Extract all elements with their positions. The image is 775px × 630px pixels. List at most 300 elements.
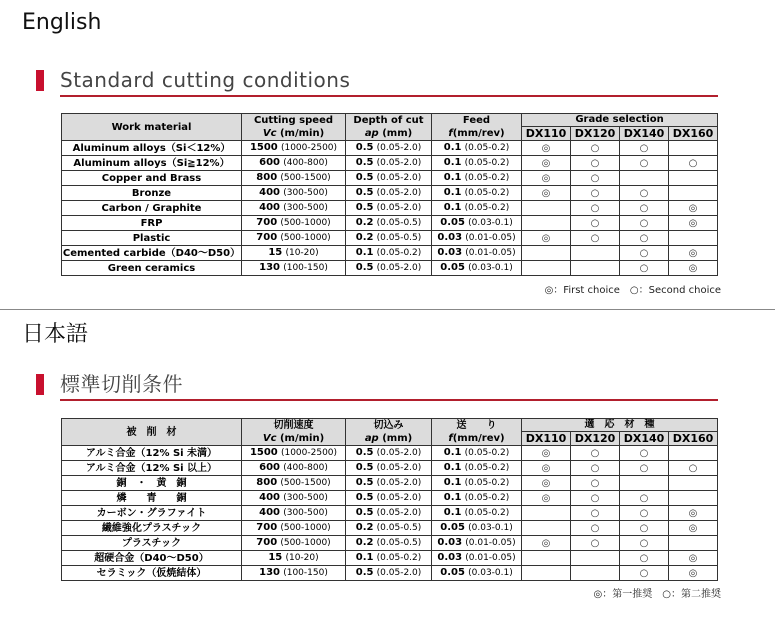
range: (10-20): [285, 248, 319, 258]
cutting-speed-cell: [242, 246, 346, 261]
value: 0.1: [443, 447, 462, 458]
grade-dx140-cell: ○: [620, 156, 669, 171]
table-row: [62, 201, 718, 216]
feed-cell: [432, 446, 522, 461]
value: 0.5: [355, 142, 374, 153]
depth-of-cut-cell: [346, 446, 432, 461]
value: 0.05: [440, 217, 465, 228]
grade-dx140-cell: ○: [620, 446, 669, 461]
depth-of-cut-cell: [346, 491, 432, 506]
header-grade-dx160: DX160: [669, 127, 718, 141]
work-material-cell: カーボン・グラファイト: [62, 506, 242, 521]
feed-cell: [432, 551, 522, 566]
section-title-japanese: [36, 372, 718, 396]
depth-of-cut-cell: [346, 216, 432, 231]
value: 0.1: [443, 187, 462, 198]
grade-dx110-cell: ◎: [522, 536, 571, 551]
grade-dx140-cell: ○: [620, 231, 669, 246]
grade-dx140-cell: ○: [620, 186, 669, 201]
value: 700: [256, 537, 278, 548]
grade-dx140-cell: ○: [620, 216, 669, 231]
grade-dx110-cell: [522, 521, 571, 536]
feed-cell: [432, 461, 522, 476]
depth-of-cut-cell: [346, 171, 432, 186]
grade-dx110-cell: ◎: [522, 141, 571, 156]
range: (0.05-2.0): [376, 143, 422, 153]
table-row: [62, 216, 718, 231]
range: (0.05-0.2): [464, 143, 510, 153]
grade-dx120-cell: ○: [571, 491, 620, 506]
value: 0.5: [355, 262, 374, 273]
grade-dx120-cell: ○: [571, 201, 620, 216]
grade-dx160-cell: [669, 536, 718, 551]
grade-dx140-cell: ○: [620, 536, 669, 551]
feed-cell: [432, 156, 522, 171]
grade-dx140-cell: ○: [620, 461, 669, 476]
grade-dx120-cell: ○: [571, 186, 620, 201]
work-material-cell: Cemented carbide（D40～D50）: [62, 247, 241, 259]
table-row: [62, 461, 718, 476]
range: (0.03-0.1): [468, 263, 513, 273]
grade-dx110-cell: ◎: [522, 491, 571, 506]
value: 0.1: [443, 202, 462, 213]
grade-dx110-cell: [522, 261, 571, 276]
grade-dx110-cell: [522, 201, 571, 216]
value: 0.2: [355, 232, 374, 243]
header-grade-dx140: DX140: [620, 127, 669, 141]
value: 0.03: [437, 232, 463, 243]
range: (0.01-0.05): [465, 248, 516, 258]
header-grade-dx120: DX120: [571, 127, 620, 141]
cutting-speed-cell: [242, 491, 346, 506]
cutting-speed-cell: [242, 171, 346, 186]
legend-jp: ◎：第一推奨 ○：第二推奨: [593, 589, 721, 600]
depth-of-cut-cell: [346, 536, 432, 551]
grade-dx110-cell: [522, 506, 571, 521]
value: 600: [259, 462, 281, 473]
value: 0.5: [355, 462, 374, 473]
range: (300-500): [283, 203, 328, 213]
grade-dx140-cell: ○: [620, 491, 669, 506]
cutting-conditions-table-jp: [61, 418, 718, 581]
feed-cell: [432, 231, 522, 246]
work-material-cell: FRP: [62, 216, 242, 231]
work-material-cell: Green ceramics: [62, 261, 242, 276]
cutting-speed-cell: [242, 216, 346, 231]
range: (0.05-0.2): [464, 463, 510, 473]
work-material-cell: 超硬合金（D40～D50）: [62, 551, 242, 566]
header-work-material: Work material: [62, 114, 242, 141]
header-grade-dx120: DX120: [571, 432, 620, 446]
grade-dx110-cell: [522, 551, 571, 566]
value: 800: [256, 172, 278, 183]
header-cutting-speed: Cutting speed Vc (m/min): [242, 114, 346, 141]
value: 400: [259, 202, 281, 213]
depth-of-cut-cell: [346, 201, 432, 216]
header-feed: 送 り f(mm/rev): [432, 419, 522, 446]
grade-dx140-cell: [620, 171, 669, 186]
table-row: [62, 506, 718, 521]
grade-dx120-cell: ○: [571, 216, 620, 231]
grade-dx120-cell: [571, 261, 620, 276]
grade-dx110-cell: ◎: [522, 156, 571, 171]
page-title: 標準切削条件: [60, 372, 183, 396]
depth-of-cut-cell: [346, 476, 432, 491]
grade-dx120-cell: ○: [571, 231, 620, 246]
grade-dx140-cell: ○: [620, 521, 669, 536]
grade-dx120-cell: ○: [571, 461, 620, 476]
grade-dx110-cell: ◎: [522, 476, 571, 491]
range: (500-1000): [280, 523, 331, 533]
range: (0.03-0.1): [468, 523, 513, 533]
range: (300-500): [283, 508, 328, 518]
depth-of-cut-cell: [346, 506, 432, 521]
grade-dx160-cell: [669, 476, 718, 491]
range: (0.01-0.05): [465, 233, 516, 243]
work-material-cell: 繊維強化プラスチック: [62, 521, 242, 536]
range: (300-500): [283, 493, 328, 503]
range: (0.05-0.2): [464, 173, 510, 183]
section-divider: [0, 309, 775, 310]
range: (0.05-0.5): [376, 233, 422, 243]
range: (500-1000): [280, 233, 331, 243]
grade-dx160-cell: ◎: [669, 566, 718, 581]
value: 1500: [249, 447, 278, 458]
value: 0.03: [437, 247, 463, 258]
table-row: [62, 231, 718, 246]
grade-dx110-cell: ◎: [522, 446, 571, 461]
cutting-speed-cell: [242, 476, 346, 491]
grade-dx110-cell: ◎: [522, 186, 571, 201]
value: 0.1: [443, 157, 462, 168]
title-rule: [60, 399, 718, 401]
range: (500-1000): [280, 218, 331, 228]
range: (1000-2500): [280, 448, 338, 458]
grade-dx140-cell: ○: [620, 261, 669, 276]
title-rule: [60, 95, 718, 97]
grade-dx110-cell: [522, 216, 571, 231]
header-work-material: 被 削 材: [62, 419, 242, 446]
feed-cell: [432, 186, 522, 201]
grade-dx140-cell: ○: [620, 551, 669, 566]
range: (0.03-0.1): [468, 218, 513, 228]
depth-of-cut-cell: [346, 141, 432, 156]
range: (1000-2500): [280, 143, 338, 153]
table-row: [62, 261, 718, 276]
value: 0.1: [443, 142, 462, 153]
value: 0.2: [355, 522, 374, 533]
table-row: [62, 536, 718, 551]
feed-cell: [432, 246, 522, 261]
header-grade-dx140: DX140: [620, 432, 669, 446]
cutting-speed-cell: [242, 446, 346, 461]
value: 15: [268, 247, 283, 258]
grade-dx160-cell: [669, 231, 718, 246]
range: (400-800): [283, 158, 328, 168]
range: (0.01-0.05): [465, 538, 516, 548]
table-row: [62, 566, 718, 581]
value: 400: [259, 507, 281, 518]
value: 130: [259, 567, 281, 578]
grade-dx160-cell: [669, 446, 718, 461]
depth-of-cut-cell: [346, 186, 432, 201]
grade-dx120-cell: ○: [571, 446, 620, 461]
range: (0.05-0.5): [376, 523, 422, 533]
range: (0.01-0.05): [465, 553, 516, 563]
table-row: [62, 476, 718, 491]
table-row: [62, 171, 718, 186]
header-grade-selection: Grade selection: [522, 114, 718, 127]
table-row: [62, 156, 718, 171]
value: 0.5: [355, 507, 374, 518]
range: (500-1000): [280, 538, 331, 548]
range: (0.05-2.0): [376, 448, 422, 458]
depth-of-cut-cell: [346, 461, 432, 476]
grade-dx110-cell: ◎: [522, 171, 571, 186]
range: (0.05-0.2): [464, 493, 510, 503]
feed-cell: [432, 536, 522, 551]
feed-cell: [432, 476, 522, 491]
range: (0.05-2.0): [376, 173, 422, 183]
grade-dx120-cell: ○: [571, 171, 620, 186]
work-material-cell: Aluminum alloys（Si≧12%）: [62, 156, 242, 171]
grade-dx120-cell: ○: [571, 156, 620, 171]
table-row: [62, 521, 718, 536]
cutting-speed-cell: [242, 521, 346, 536]
value: 0.03: [437, 537, 463, 548]
range: (300-500): [283, 188, 328, 198]
value: 1500: [249, 142, 278, 153]
work-material-cell: アルミ合金（12% Si 未満）: [62, 446, 242, 461]
header-grade-dx110: DX110: [522, 127, 571, 141]
feed-cell: [432, 201, 522, 216]
page-title: Standard cutting conditions: [60, 68, 351, 92]
range: (0.05-0.2): [464, 448, 510, 458]
grade-dx120-cell: ○: [571, 476, 620, 491]
grade-dx120-cell: ○: [571, 141, 620, 156]
header-grade-selection: 適 応 材 種: [522, 419, 718, 432]
range: (0.05-2.0): [376, 188, 422, 198]
value: 0.2: [355, 537, 374, 548]
value: 400: [259, 187, 281, 198]
cutting-speed-cell: [242, 506, 346, 521]
range: (0.05-2.0): [376, 478, 422, 488]
range: (0.05-2.0): [376, 568, 422, 578]
value: 0.5: [355, 172, 374, 183]
value: 0.1: [355, 552, 374, 563]
grade-dx140-cell: ○: [620, 566, 669, 581]
grade-dx160-cell: [669, 171, 718, 186]
range: (0.05-2.0): [376, 508, 422, 518]
value: 0.05: [440, 567, 465, 578]
value: 0.5: [355, 157, 374, 168]
range: (0.05-0.5): [376, 218, 422, 228]
value: 700: [256, 217, 278, 228]
value: 0.1: [443, 507, 462, 518]
range: (0.05-0.2): [464, 188, 510, 198]
grade-dx120-cell: ○: [571, 521, 620, 536]
grade-dx140-cell: [620, 476, 669, 491]
feed-cell: [432, 491, 522, 506]
grade-dx140-cell: ○: [620, 141, 669, 156]
grade-dx120-cell: ○: [571, 536, 620, 551]
range: (0.05-0.5): [376, 538, 422, 548]
grade-dx160-cell: ◎: [669, 521, 718, 536]
grade-dx160-cell: ○: [669, 461, 718, 476]
section-title-english: [36, 68, 718, 92]
grade-dx160-cell: [669, 141, 718, 156]
grade-dx160-cell: ◎: [669, 201, 718, 216]
grade-dx160-cell: [669, 491, 718, 506]
value: 0.1: [443, 492, 462, 503]
range: (100-150): [283, 568, 328, 578]
feed-cell: [432, 216, 522, 231]
legend-en: ◎：First choice ○：Second choice: [544, 285, 721, 296]
work-material-cell: Plastic: [62, 231, 242, 246]
cutting-speed-cell: [242, 201, 346, 216]
grade-dx120-cell: [571, 566, 620, 581]
feed-cell: [432, 521, 522, 536]
grade-dx160-cell: ◎: [669, 551, 718, 566]
value: 800: [256, 477, 278, 488]
value: 0.5: [355, 187, 374, 198]
grade-dx120-cell: ○: [571, 506, 620, 521]
table-row: [62, 246, 718, 261]
grade-dx160-cell: ◎: [669, 246, 718, 261]
range: (0.05-0.2): [464, 158, 510, 168]
depth-of-cut-cell: [346, 521, 432, 536]
range: (0.03-0.1): [468, 568, 513, 578]
grade-dx160-cell: ◎: [669, 506, 718, 521]
language-label-english: English: [22, 10, 102, 35]
cutting-speed-cell: [242, 141, 346, 156]
table-row: [62, 186, 718, 201]
header-depth-of-cut: Depth of cut ap (mm): [346, 114, 432, 141]
depth-of-cut-cell: [346, 551, 432, 566]
cutting-speed-cell: [242, 536, 346, 551]
value: 15: [268, 552, 283, 563]
header-grade-dx110: DX110: [522, 432, 571, 446]
cutting-speed-cell: [242, 566, 346, 581]
grade-dx120-cell: [571, 551, 620, 566]
value: 0.1: [443, 172, 462, 183]
value: 0.5: [355, 447, 374, 458]
range: (100-150): [283, 263, 328, 273]
work-material-cell: Bronze: [62, 186, 242, 201]
value: 0.5: [355, 492, 374, 503]
value: 0.1: [355, 247, 374, 258]
header-feed: Feed f(mm/rev): [432, 114, 522, 141]
grade-dx110-cell: ◎: [522, 461, 571, 476]
title-accent-bar: [36, 70, 44, 91]
grade-dx160-cell: [669, 186, 718, 201]
language-label-japanese: 日本語: [22, 322, 89, 347]
cutting-speed-cell: [242, 156, 346, 171]
value: 0.1: [443, 462, 462, 473]
value: 0.05: [440, 522, 465, 533]
range: (0.05-2.0): [376, 493, 422, 503]
grade-dx110-cell: [522, 566, 571, 581]
value: 130: [259, 262, 281, 273]
range: (0.05-0.2): [464, 478, 510, 488]
header-depth-of-cut: 切込み ap (mm): [346, 419, 432, 446]
value: 0.5: [355, 202, 374, 213]
value: 700: [256, 522, 278, 533]
range: (500-1500): [280, 173, 331, 183]
grade-dx140-cell: ○: [620, 246, 669, 261]
cutting-speed-cell: [242, 261, 346, 276]
value: 400: [259, 492, 281, 503]
feed-cell: [432, 566, 522, 581]
range: (0.05-0.2): [464, 203, 510, 213]
range: (0.05-2.0): [376, 158, 422, 168]
value: 0.5: [355, 477, 374, 488]
range: (0.05-0.2): [376, 248, 422, 258]
range: (0.05-0.2): [376, 553, 422, 563]
cutting-conditions-table-en: [61, 113, 718, 276]
feed-cell: [432, 261, 522, 276]
cutting-speed-cell: [242, 551, 346, 566]
range: (0.05-0.2): [464, 508, 510, 518]
grade-dx160-cell: ○: [669, 156, 718, 171]
range: (400-800): [283, 463, 328, 473]
grade-dx160-cell: ◎: [669, 216, 718, 231]
header-grade-dx160: DX160: [669, 432, 718, 446]
value: 0.5: [355, 567, 374, 578]
header-cutting-speed: 切削速度 Vc (m/min): [242, 419, 346, 446]
work-material-cell: アルミ合金（12% Si 以上）: [62, 461, 242, 476]
value: 0.2: [355, 217, 374, 228]
depth-of-cut-cell: [346, 231, 432, 246]
title-accent-bar: [36, 374, 44, 395]
feed-cell: [432, 171, 522, 186]
grade-dx160-cell: ◎: [669, 261, 718, 276]
depth-of-cut-cell: [346, 566, 432, 581]
range: (10-20): [285, 553, 319, 563]
range: (500-1500): [280, 478, 331, 488]
table-row: [62, 491, 718, 506]
grade-dx120-cell: [571, 246, 620, 261]
range: (0.05-2.0): [376, 463, 422, 473]
work-material-cell: プラスチック: [62, 536, 242, 551]
feed-cell: [432, 141, 522, 156]
feed-cell: [432, 506, 522, 521]
value: 700: [256, 232, 278, 243]
table-row: [62, 551, 718, 566]
value: 0.1: [443, 477, 462, 488]
depth-of-cut-cell: [346, 156, 432, 171]
range: (0.05-2.0): [376, 203, 422, 213]
depth-of-cut-cell: [346, 246, 432, 261]
grade-dx110-cell: ◎: [522, 231, 571, 246]
value: 0.03: [437, 552, 463, 563]
table-row: [62, 141, 718, 156]
work-material-cell: 燐 青 銅: [62, 491, 242, 506]
table-row: [62, 446, 718, 461]
cutting-speed-cell: [242, 461, 346, 476]
grade-dx140-cell: ○: [620, 506, 669, 521]
cutting-speed-cell: [242, 231, 346, 246]
grade-dx110-cell: [522, 246, 571, 261]
value: 0.05: [440, 262, 465, 273]
range: (0.05-2.0): [376, 263, 422, 273]
cutting-speed-cell: [242, 186, 346, 201]
grade-dx140-cell: ○: [620, 201, 669, 216]
work-material-cell: Carbon / Graphite: [62, 201, 242, 216]
depth-of-cut-cell: [346, 261, 432, 276]
work-material-cell: Aluminum alloys（Si＜12%）: [62, 141, 242, 156]
work-material-cell: Copper and Brass: [62, 171, 242, 186]
